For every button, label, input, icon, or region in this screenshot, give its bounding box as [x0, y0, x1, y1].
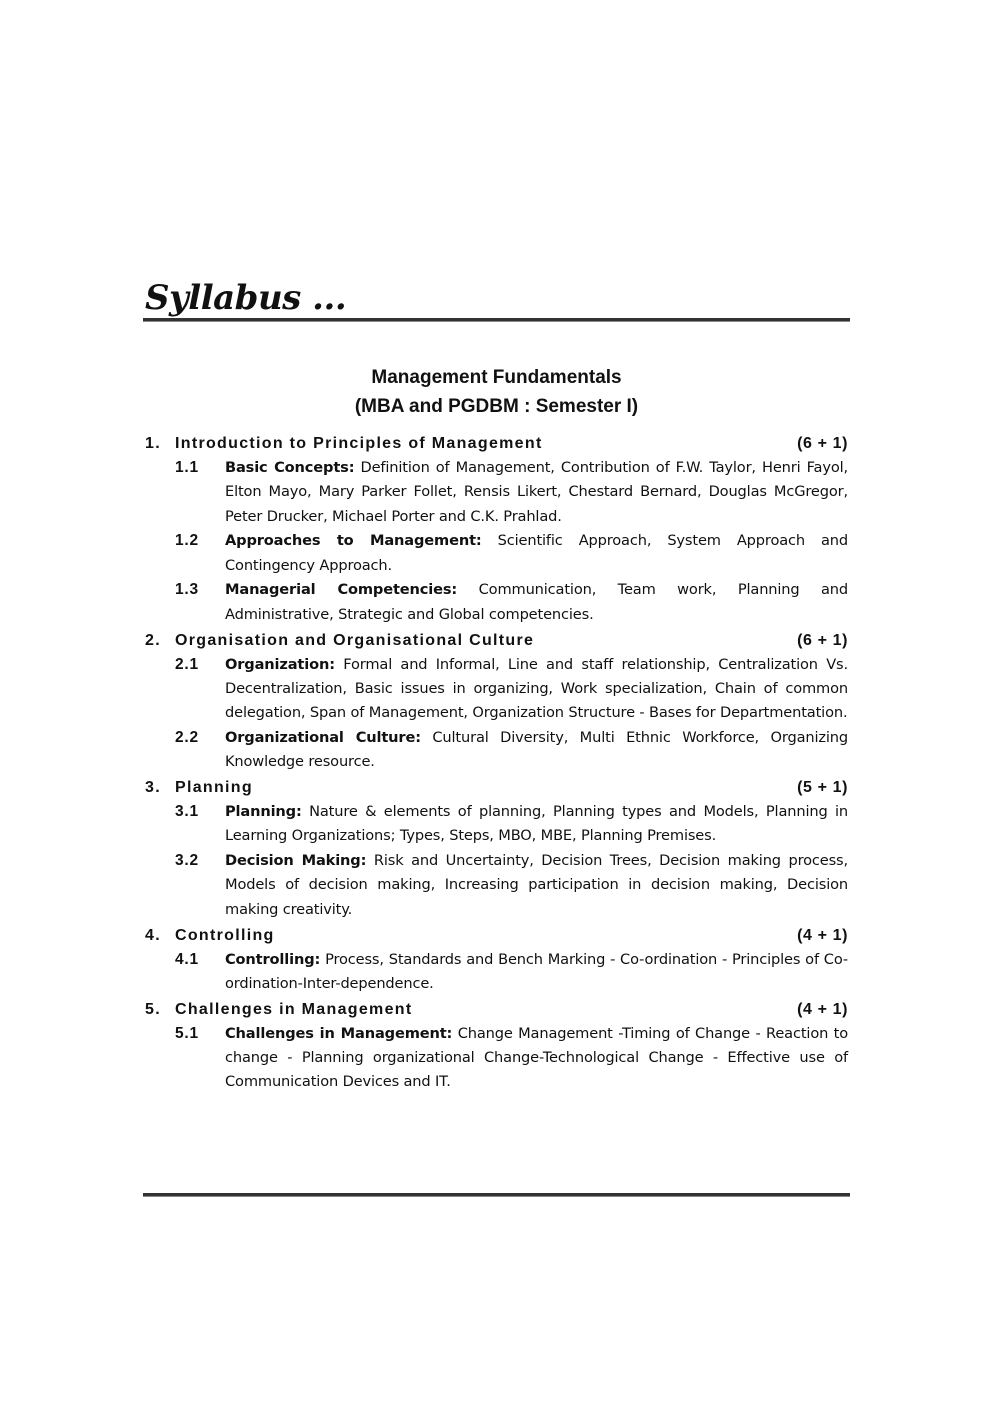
topic-description: Process, Standards and Bench Marking - Co-ordination - Principles of Co-ordination-Inter-dependence.	[225, 950, 848, 992]
topic	[145, 849, 848, 922]
page-title: Syllabus ...	[145, 278, 347, 318]
topic-number: 1.3	[175, 581, 199, 599]
topic-label: Controlling:	[225, 950, 321, 968]
topic-number: 4.1	[175, 950, 199, 968]
topic-number: 1.1	[175, 459, 199, 476]
topic-number: 3.2	[175, 852, 199, 870]
unit-heading	[145, 628, 848, 653]
unit-number: 4.	[145, 926, 161, 944]
topic-label: Challenges in Management:	[225, 1024, 453, 1042]
unit-title: Controlling	[175, 926, 275, 944]
footer-rule	[143, 1193, 850, 1197]
topic-number: 1.2	[175, 532, 199, 550]
topic-text	[225, 529, 848, 578]
topic-label: Organizational Culture:	[225, 728, 421, 746]
unit-number: 3.	[145, 779, 161, 797]
topic-label: Organization:	[225, 655, 335, 673]
topic	[145, 456, 848, 529]
topic-text	[225, 653, 848, 726]
topic-text	[225, 849, 848, 922]
topic-number: 2.1	[175, 655, 199, 673]
unit-heading	[145, 775, 848, 800]
topic-description: Change Management -Timing of Change - Reaction to change - Planning organizational Change-Technological Change - Effective use of Communication Devices and IT.	[225, 1024, 848, 1091]
topic-text	[225, 1022, 848, 1095]
topic-text	[225, 948, 848, 997]
unit-title: Planning	[175, 779, 253, 797]
topic-description: Cultural Diversity, Multi Ethnic Workforce, Organizing Knowledge resource.	[225, 728, 848, 771]
unit-hours: (4 + 1)	[797, 1000, 848, 1018]
unit-heading	[145, 997, 848, 1022]
unit-number: 5.	[145, 1000, 161, 1018]
topic-text	[225, 456, 848, 529]
subject-subtitle: (MBA and PGDBM : Semester I)	[354, 396, 639, 417]
topic-number: 3.1	[175, 803, 199, 821]
unit-number: 2.	[145, 631, 161, 649]
unit	[145, 431, 848, 627]
topic-number: 2.2	[175, 728, 199, 746]
topic-text	[225, 578, 848, 627]
topic-label: Approaches to Management:	[225, 532, 482, 550]
page-header	[145, 276, 850, 320]
topic	[145, 726, 848, 775]
unit-number: 1.	[145, 435, 161, 452]
unit-hours: (6 + 1)	[797, 435, 848, 452]
unit-hours: (4 + 1)	[797, 926, 848, 944]
topic	[145, 948, 848, 997]
unit-title: Organisation and Organisational Culture	[175, 631, 535, 649]
topic-label: Planning:	[225, 803, 302, 821]
topic-description: Nature & elements of planning, Planning types and Models, Planning in Learning Organizations; Types, Steps, MBO, MBE, Planning Premises.	[225, 803, 848, 845]
topic-label: Basic Concepts:	[225, 459, 355, 476]
topic-description: Risk and Uncertainty, Decision Trees, Decision making process, Models of decision making, Increasing participation in decision making, Decision making creativity.	[225, 852, 848, 918]
topic-text	[225, 726, 848, 775]
unit	[145, 923, 848, 997]
topic-label: Decision Making:	[225, 852, 367, 870]
unit	[145, 997, 848, 1095]
topic-description: Scientific Approach, System Approach and Contingency Approach.	[225, 532, 849, 574]
topic-description: Formal and Informal, Line and staff relationship, Centralization Vs. Decentralization, Basic issues in organizing, Work specialization, Chain of common delegation, Span of Management, Organization Structure - Bases for Departmentation.	[225, 655, 848, 722]
topic	[145, 653, 848, 726]
topic	[145, 578, 848, 627]
topic-label: Managerial Competencies:	[225, 581, 458, 599]
topic-description: Definition of Management, Contribution of F.W. Taylor, Henri Fayol, Elton Mayo, Mary Parker Follet, Rensis Likert, Chestard Bernard, Douglas McGregor, Peter Drucker, Michael Porter and C.K. Prahlad.	[225, 459, 849, 525]
unit-title: Challenges in Management	[175, 1000, 413, 1018]
syllabus-units	[145, 431, 848, 1095]
topic	[145, 529, 848, 578]
topic-text	[225, 800, 848, 849]
unit-heading	[145, 923, 848, 948]
topic	[145, 1022, 848, 1095]
unit-hours: (6 + 1)	[797, 631, 848, 649]
topic	[145, 800, 848, 849]
header-rule	[143, 318, 850, 322]
unit-hours: (5 + 1)	[797, 779, 848, 797]
unit-title: Introduction to Principles of Management	[175, 435, 543, 452]
unit	[145, 775, 848, 922]
topic-description: Communication, Team work, Planning and Administrative, Strategic and Global competencies.	[225, 581, 849, 623]
topic-number: 5.1	[175, 1024, 199, 1042]
subject-title: Management Fundamentals	[371, 367, 622, 388]
unit	[145, 628, 848, 775]
unit-heading	[145, 431, 848, 456]
